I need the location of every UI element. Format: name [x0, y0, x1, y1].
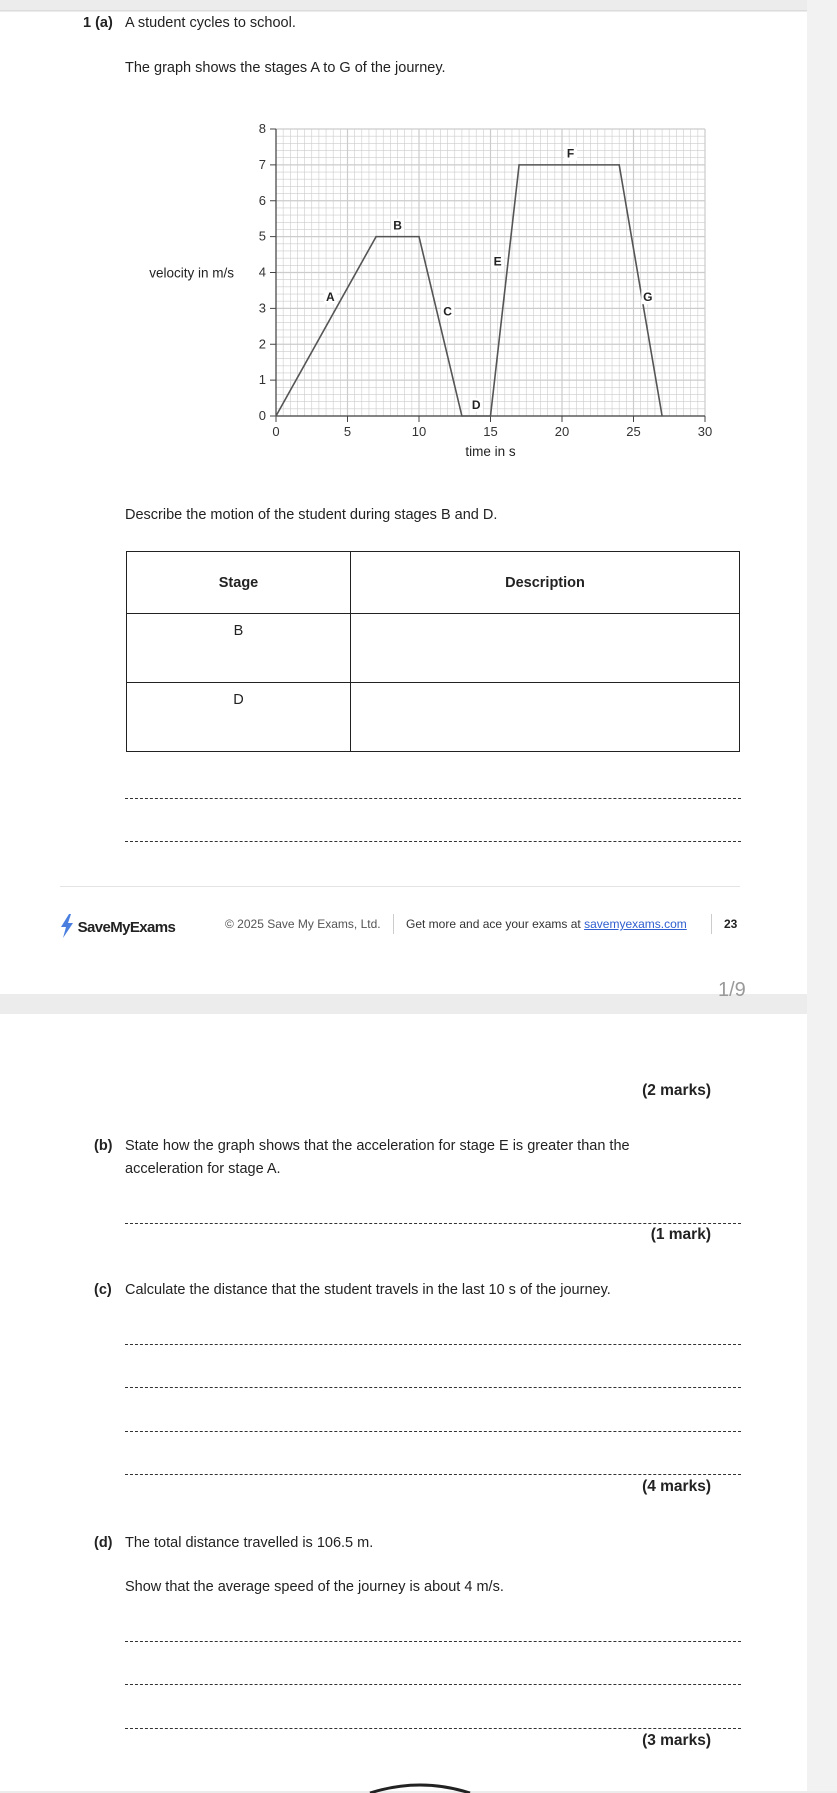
- describe-task: Describe the motion of the student during stages B and D.: [125, 507, 498, 523]
- x-axis-label: time in s: [465, 444, 516, 459]
- table-header-description: Description: [351, 552, 740, 614]
- footer-divider: [60, 886, 740, 887]
- data-point: [275, 415, 277, 417]
- exam-page-1: [0, 12, 807, 1001]
- question-label: (c): [94, 1282, 112, 1298]
- marks-label: (3 marks): [642, 1732, 711, 1749]
- savemyexams-logo[interactable]: [60, 914, 175, 938]
- question-label: (b): [94, 1138, 113, 1154]
- answer-line: [125, 798, 741, 799]
- footer-separator: [711, 914, 712, 934]
- viewer-page-indicator: 1/9: [718, 979, 746, 1001]
- description-answer-cell[interactable]: [351, 683, 740, 752]
- y-tick-label: 2: [258, 336, 266, 352]
- data-point: [518, 164, 520, 166]
- y-tick-label: 7: [258, 156, 266, 172]
- x-tick-label: 25: [626, 424, 641, 439]
- footer-separator: [393, 914, 394, 934]
- y-tick-label: 3: [258, 300, 266, 316]
- graph-intro: The graph shows the stages A to G of the journey.: [125, 60, 446, 76]
- answer-line: [125, 1684, 741, 1685]
- table-row: [127, 683, 740, 752]
- x-tick-label: 0: [272, 424, 280, 439]
- data-point: [461, 415, 463, 417]
- y-tick-label: 6: [258, 192, 266, 208]
- stage-label: E: [493, 254, 502, 269]
- x-tick-label: 5: [343, 424, 352, 439]
- viewer-scroll-gutter[interactable]: [807, 0, 837, 1791]
- x-tick-label: 10: [411, 424, 427, 439]
- description-answer-cell[interactable]: [351, 614, 740, 683]
- savemyexams-link[interactable]: savemyexams.com: [584, 917, 687, 931]
- question-text: acceleration for stage A.: [125, 1161, 281, 1177]
- answer-line: [125, 1431, 741, 1432]
- answer-line: [125, 1728, 741, 1729]
- promo-text: [406, 917, 687, 931]
- x-tick-label: 15: [483, 424, 498, 439]
- stage-label: G: [643, 290, 653, 305]
- page-footer: [60, 912, 740, 950]
- data-point: [490, 415, 492, 417]
- answer-line: [125, 1387, 741, 1388]
- x-tick-label: 30: [697, 424, 713, 439]
- stage-label: B: [393, 218, 402, 233]
- stage-description-table: [126, 551, 740, 752]
- answer-line: [125, 841, 741, 842]
- data-point: [618, 164, 620, 166]
- data-point: [375, 236, 377, 238]
- y-tick-label: 8: [258, 121, 266, 136]
- marks-label: (1 mark): [650, 1226, 711, 1243]
- exam-page-2: [0, 1014, 807, 1791]
- data-point: [661, 415, 663, 417]
- top-divider: [0, 10, 837, 11]
- y-tick-label: 0: [258, 408, 266, 423]
- stage-cell: D: [127, 683, 351, 752]
- question-text: Calculate the distance that the student travels in the last 10 s of the journey.: [125, 1282, 611, 1298]
- promo-label: Get more and ace your exams at: [406, 917, 581, 931]
- answer-line: [125, 1474, 741, 1475]
- answer-line: [125, 1223, 741, 1224]
- question-text: State how the graph shows that the acceleration for stage E is greater than the: [125, 1138, 630, 1154]
- y-tick-label: 4: [258, 264, 266, 280]
- stage-label: C: [443, 304, 452, 319]
- question-intro: A student cycles to school.: [125, 15, 296, 31]
- copyright-text: © 2025 Save My Exams, Ltd.: [225, 917, 381, 931]
- stage-label: A: [326, 290, 335, 305]
- stage-cell: B: [127, 614, 351, 683]
- velocity-time-graph: [0, 12, 807, 472]
- question-text: Show that the average speed of the journey is about 4 m/s.: [125, 1579, 504, 1595]
- lightning-icon: [60, 914, 74, 938]
- table-row: [127, 614, 740, 683]
- stage-label: D: [471, 397, 481, 412]
- marks-label: (4 marks): [642, 1478, 711, 1495]
- marks-label: (2 marks): [642, 1082, 711, 1099]
- question-label: (d): [94, 1535, 113, 1551]
- table-header-stage: Stage: [127, 552, 351, 614]
- y-tick-label: 5: [258, 228, 266, 244]
- answer-line: [125, 1344, 741, 1345]
- footer-page-number: 23: [724, 917, 738, 931]
- question-number: 1 (a): [83, 15, 113, 31]
- logo-text: SaveMyExams: [77, 919, 176, 936]
- y-axis-label: velocity in m/s: [149, 265, 234, 281]
- x-tick-label: 20: [554, 424, 570, 439]
- y-tick-label: 1: [258, 372, 266, 388]
- question-text: The total distance travelled is 106.5 m.: [125, 1535, 374, 1551]
- stage-label: F: [566, 146, 575, 161]
- answer-line: [125, 1641, 741, 1642]
- data-point: [418, 236, 420, 238]
